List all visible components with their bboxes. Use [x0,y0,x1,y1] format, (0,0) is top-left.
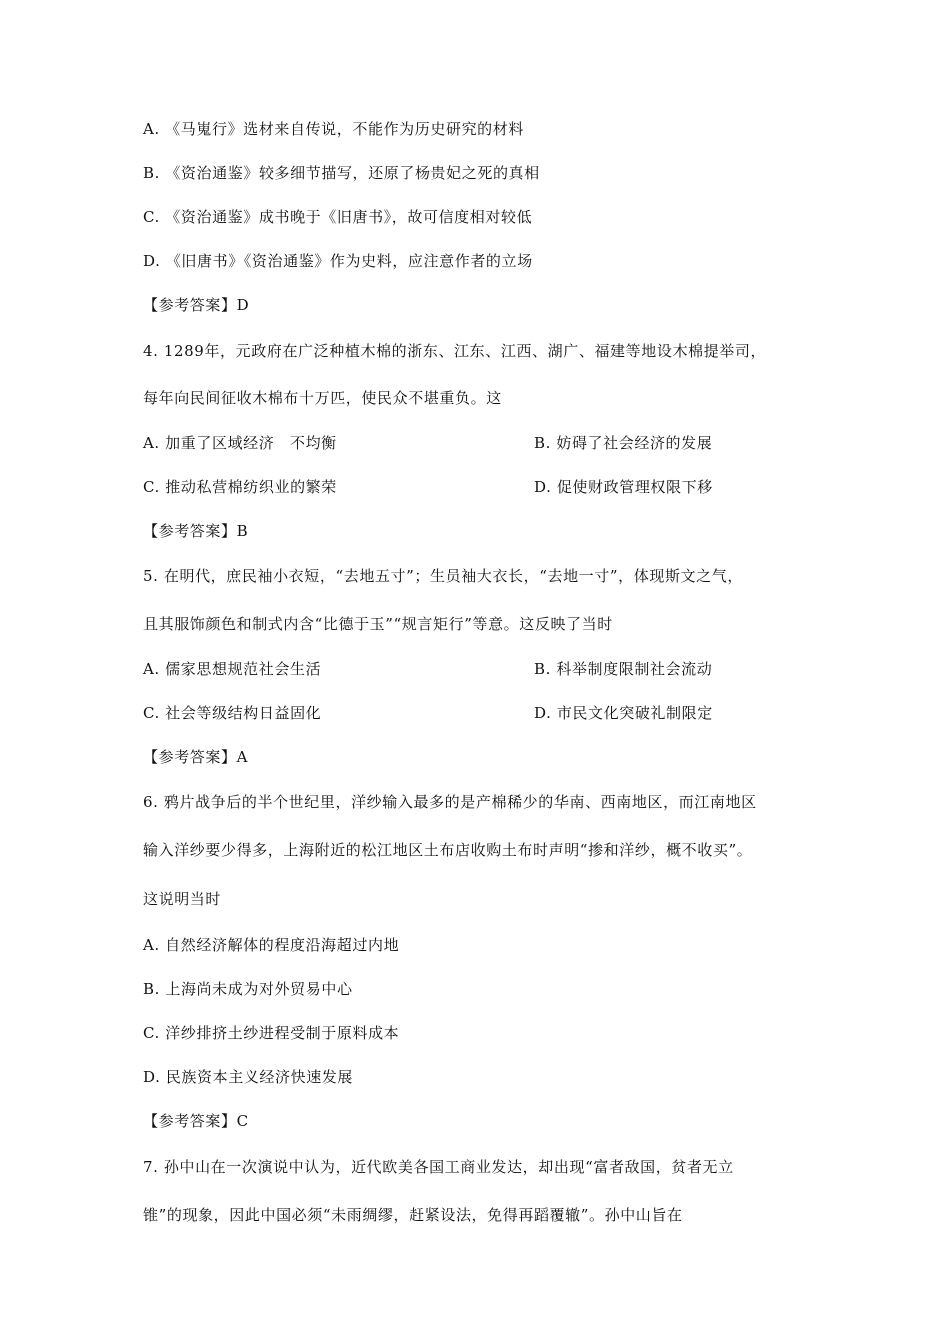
q5-stem-line-2: 且其服饰颜色和制式内含“比德于玉”“规言矩行”等意。这反映了当时 [143,615,613,633]
q4-stem-line-1: 4. 1289年，元政府在广泛种植木棉的浙东、江东、江西、湖广、福建等地设木棉提举司， [143,342,767,360]
q5-option-a: A. 儒家思想规范社会生活 [143,660,322,678]
q3-option-b: B. 《资治通鉴》较多细节描写，还原了杨贵妃之死的真相 [143,164,540,182]
q5-answer: 【参考答案】A [143,748,249,766]
q6-option-c: C. 洋纱排挤土纱进程受制于原料成本 [143,1024,400,1042]
q5-option-b: B. 科举制度限制社会流动 [534,660,713,678]
q5-option-d: D. 市民文化突破礼制限定 [534,704,713,722]
q3-option-c: C. 《资治通鉴》成书晚于《旧唐书》，故可信度相对较低 [143,208,533,226]
q4-stem-line-2: 每年向民间征收木棉布十万匹，使民众不堪重负。这 [143,389,502,407]
q6-stem-line-2: 输入洋纱要少得多，上海附近的松江地区土布店收购土布时声明“掺和洋纱，概不收买”。 [143,841,753,859]
q5-option-c: C. 社会等级结构日益固化 [143,704,322,722]
q5-stem-line-1: 5. 在明代，庶民袖小衣短，“去地五寸”；生员袖大衣长，“去地一寸”，体现斯文之气， [143,567,743,585]
q3-answer: 【参考答案】D [143,296,250,314]
q7-stem-line-1: 7. 孙中山在一次演说中认为，近代欧美各国工商业发达，却出现“富者敌国，贫者无立 [143,1158,734,1176]
q6-answer: 【参考答案】C [143,1112,249,1130]
q3-option-d: D. 《旧唐书》《资治通鉴》作为史料，应注意作者的立场 [143,252,533,270]
q6-option-b: B. 上海尚未成为对外贸易中心 [143,980,353,998]
q6-option-d: D. 民族资本主义经济快速发展 [143,1068,354,1086]
q4-option-b: B. 妨碍了社会经济的发展 [534,434,713,452]
q4-option-c: C. 推动私营棉纺织业的繁荣 [143,478,337,496]
q6-option-a: A. 自然经济解体的程度沿海超过内地 [143,936,400,954]
q7-stem-line-2: 锥”的现象，因此中国必须“未雨绸缪，赶紧设法，免得再蹈覆辙”。孙中山旨在 [143,1206,683,1224]
q6-stem-line-3: 这说明当时 [143,890,222,908]
q6-stem-line-1: 6. 鸦片战争后的半个世纪里，洋纱输入最多的是产棉稀少的华南、西南地区，而江南地区 [143,793,757,811]
q4-answer: 【参考答案】B [143,522,249,540]
q4-option-d: D. 促使财政管理权限下移 [534,478,713,496]
q4-option-a: A. 加重了区域经济 不均衡 [143,434,337,452]
q3-option-a: A. 《马嵬行》选材来自传说，不能作为历史研究的材料 [143,120,524,138]
